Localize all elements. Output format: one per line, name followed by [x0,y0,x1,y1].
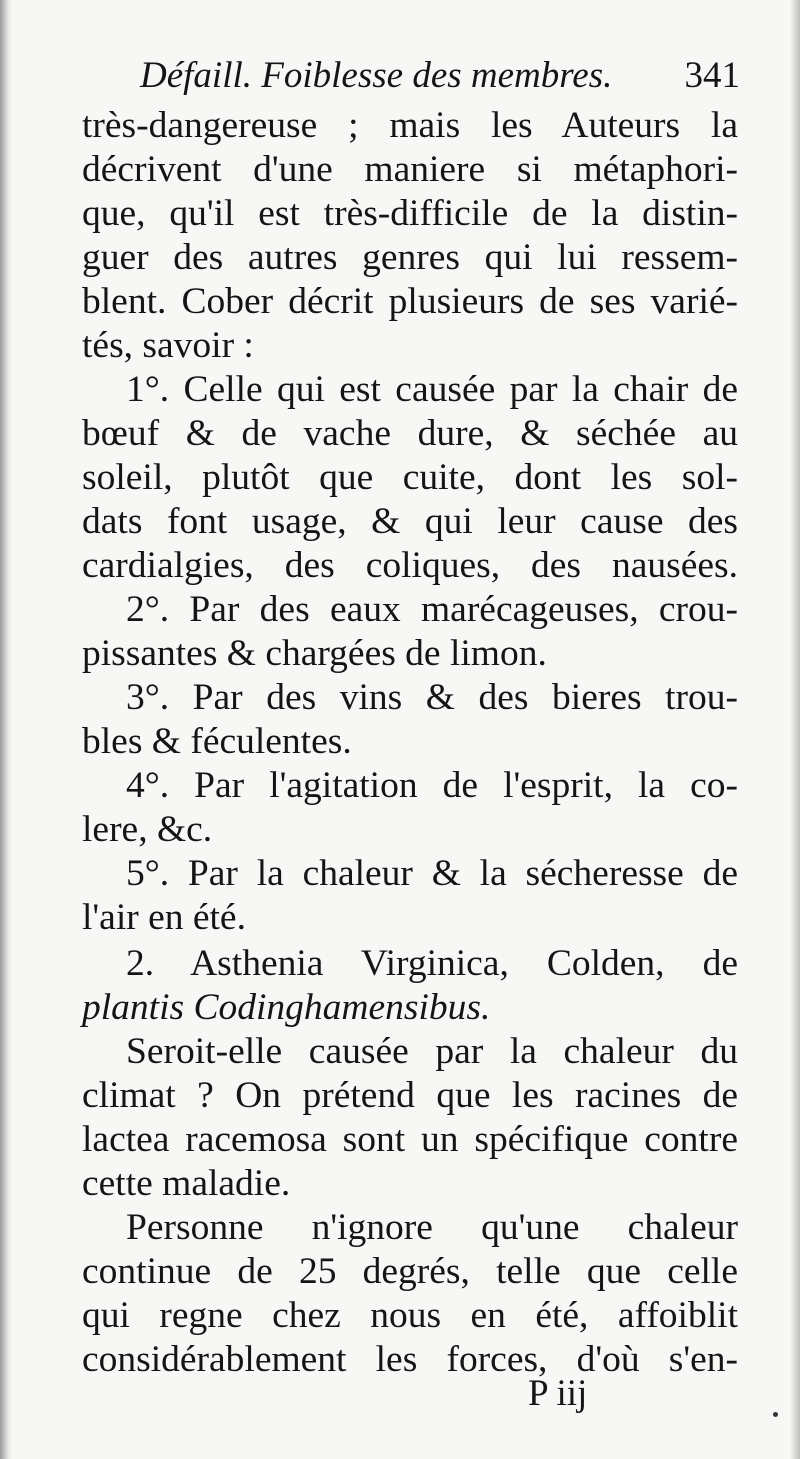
text-line-2: décrivent d'une maniere si métaphori- [82,149,738,190]
text-line-3: que, qu'il est très-difficile de la distin- [82,193,738,234]
text-line-20: 2. Asthenia Virginica, Colden, de [126,943,738,984]
page-edge-shadow [790,0,800,1459]
text-line-14: 3°. Par des vins & des bieres trou- [126,677,738,718]
text-line-11: cardialgies, des coliques, des nausées. [82,545,738,586]
text-line-1: très-dangereuse ; mais les Auteurs la [82,105,738,146]
text-line-13: pissantes & chargées de limon. [82,633,547,674]
text-line-5: blent. Cober décrit plusieurs de ses varié- [82,281,738,322]
signature-mark: P iij [528,1373,588,1414]
text-line-26: Personne n'ignore qu'une chaleur [126,1207,738,1248]
body-text [82,104,738,1382]
text-line-10: dats font usage, & qui leur cause des [82,501,738,542]
text-line-9: soleil, plutôt que cuite, dont les sol- [82,457,738,498]
text-line-8: bœuf & de vache dure, & séchée au [82,413,738,454]
text-line-16: 4°. Par l'agitation de l'esprit, la co- [126,765,738,806]
text-line-4: guer des autres genres qui lui ressem- [82,237,738,278]
text-line-23: climat ? On prétend que les racines de [82,1075,738,1116]
text-line-28: qui regne chez nous en été, affoiblit [82,1295,738,1336]
text-line-27: continue de 25 degrés, telle que celle [82,1251,738,1292]
page-gutter-shadow [0,0,12,1459]
text-line-12: 2°. Par des eaux marécageuses, crou- [126,589,738,630]
text-line-21: plantis Codinghamensibus. [82,987,491,1028]
text-line-7: 1°. Celle qui est causée par la chair de [126,369,738,410]
text-line-24: lactea racemosa sont un spécifique contre [82,1119,738,1160]
text-line-17: lere, &c. [82,809,213,850]
text-line-25: cette maladie. [82,1163,291,1204]
page-number: 341 [684,55,740,96]
text-line-19: l'air en été. [82,897,246,938]
running-head [140,48,740,104]
text-line-15: bles & féculentes. [82,721,352,762]
text-line-22: Seroit-elle causée par la chaleur du [126,1031,738,1072]
text-line-29: considérablement les forces, d'où s'en- [82,1339,738,1380]
text-line-18: 5°. Par la chaleur & la sécheresse de [126,853,738,894]
running-title: Défaill. Foiblesse des membres. [140,55,613,96]
text-line-6: tés, savoir : [82,325,254,366]
ink-speck [773,1412,778,1417]
